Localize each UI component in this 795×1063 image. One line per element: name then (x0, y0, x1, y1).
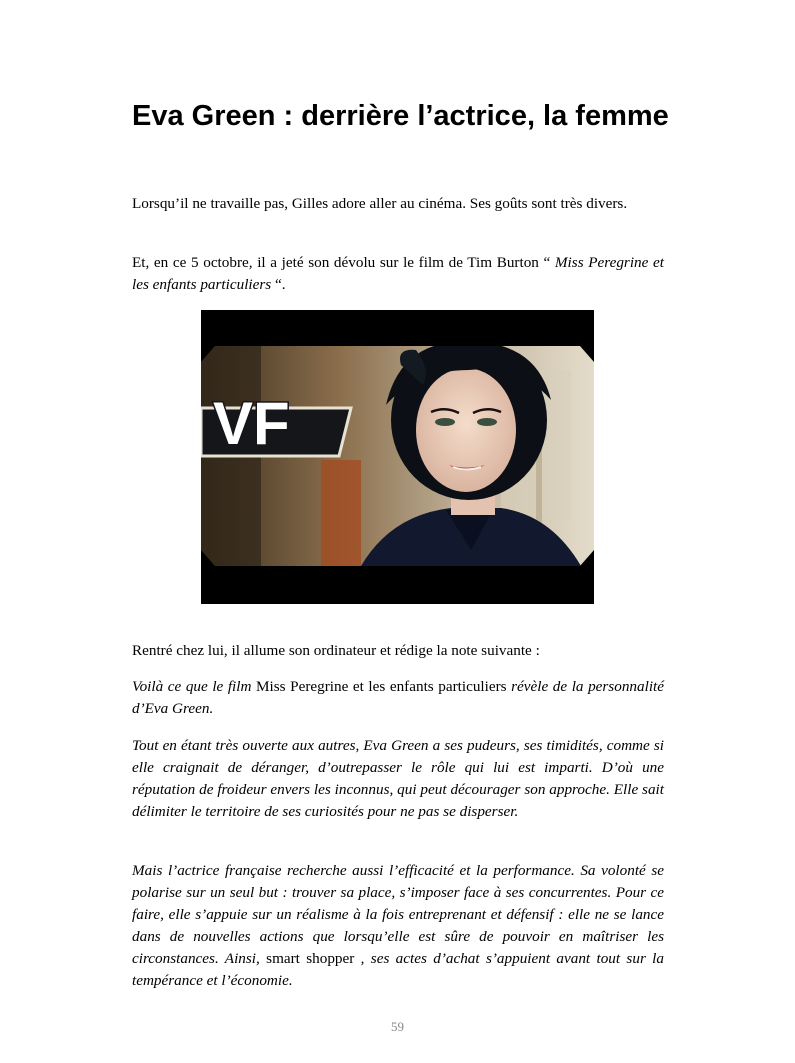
note-paragraph-2-after: , ses actes d’achat s’appuient avant tout sur la tempérance et l’économie. (132, 950, 664, 989)
note-paragraph-2 (132, 860, 664, 992)
note-intro: Rentré chez lui, il allume son ordinateur et rédige la note suivante : (132, 642, 540, 659)
movie-still-illustration (201, 310, 594, 604)
film-paragraph-prefix: Et, en ce 5 octobre, il a jeté son dévolu sur le film de Tim Burton “ (132, 254, 555, 271)
note-lead-after: révèle de la personnalité d’Eva Green. (132, 678, 664, 717)
note-lead-before: Voilà ce que le film (132, 678, 257, 695)
note-lead-film: Miss Peregrine et les enfants particuliers (256, 678, 507, 695)
film-paragraph-suffix: “. (271, 276, 286, 293)
vf-badge-text: VF (213, 390, 290, 457)
smart-shopper-term: smart shopper (266, 950, 355, 967)
page-number: 59 (391, 1019, 404, 1034)
page-title: Eva Green : derrière l’actrice, la femme (132, 100, 669, 132)
movie-still-image (201, 310, 594, 604)
note-paragraph-1: Tout en étant très ouverte aux autres, Eva Green a ses pudeurs, ses timidités, comme si elle craignait de déranger, d’outrepasser le rôle qui lui est imparti. D’où une réputation de froideur envers les inconnus, qui peut décourager son approche. Elle sait délimiter le territoire de ses curiosités pour ne pas se disperser. (132, 737, 664, 820)
film-title: Miss Peregrine et les enfants particuliers (132, 254, 664, 293)
note-lead-paragraph (132, 676, 664, 720)
note-paragraph-2-before: Mais l’actrice française recherche aussi l’efficacité et la performance. Sa volonté se polarise sur un seul but : trouver sa place, s’imposer face à ses concurrentes. Pour ce faire, elle s’appuie sur un réalisme à la fois entreprenant et défensif : elle ne se lance dans de nouvelles actions que lorsqu’elle est sûre de pouvoir en maîtriser les circonstances. Ainsi, (132, 862, 664, 967)
intro-paragraph: Lorsqu’il ne travaille pas, Gilles adore aller au cinéma. Ses goûts sont très divers. (132, 195, 628, 212)
film-paragraph (132, 252, 664, 296)
